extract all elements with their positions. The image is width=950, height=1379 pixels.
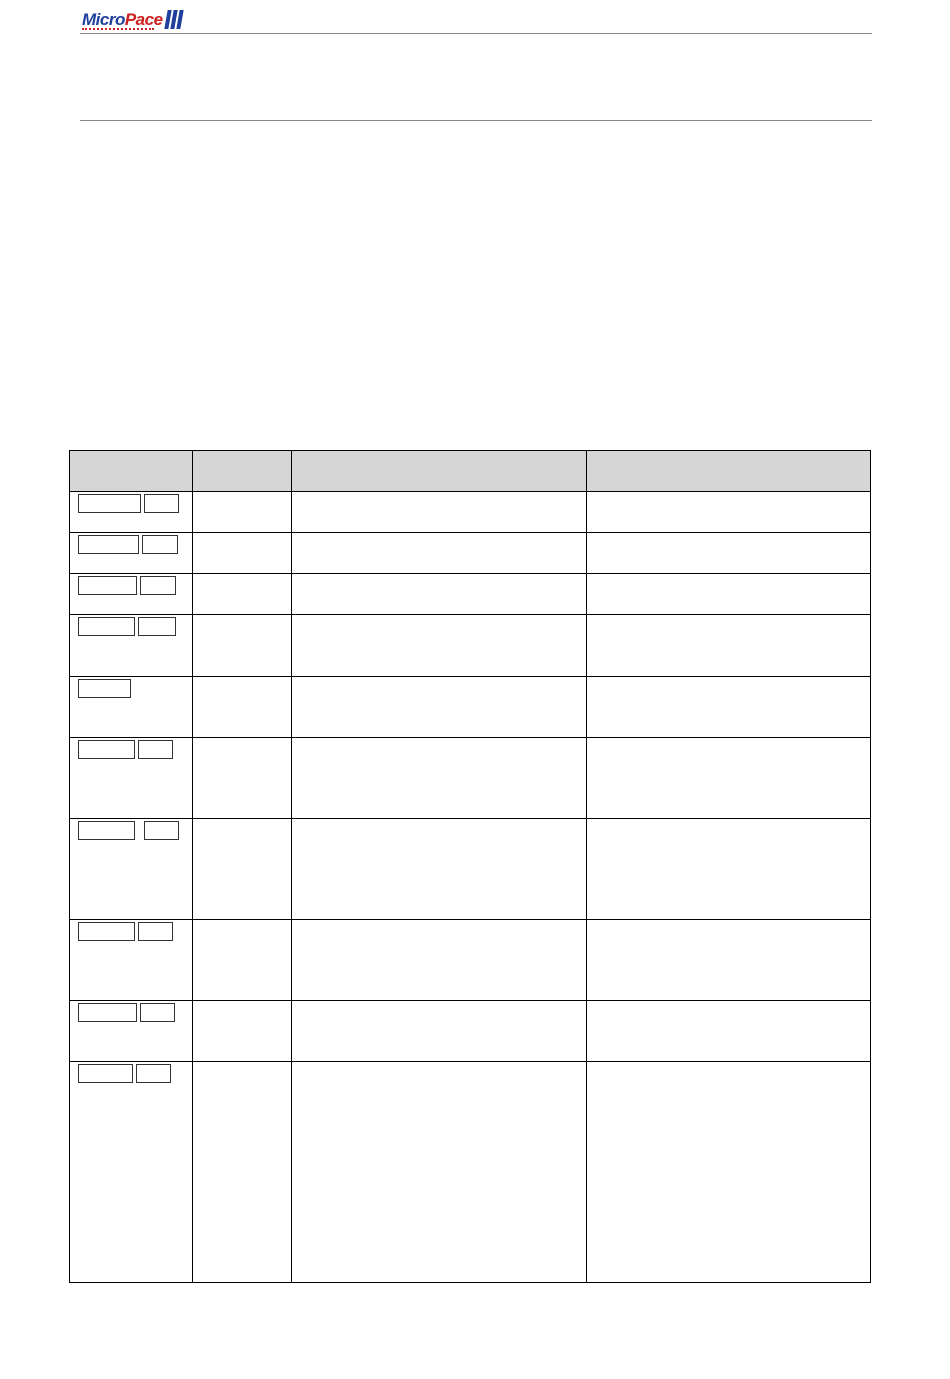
key-cap xyxy=(78,617,135,636)
key-cap xyxy=(78,535,139,554)
key-cap xyxy=(140,1003,175,1022)
table-cell xyxy=(292,920,587,1001)
key-cap xyxy=(78,1064,133,1083)
key-combo-cell xyxy=(70,738,193,819)
table-cell xyxy=(193,492,292,533)
key-combo-cell xyxy=(70,492,193,533)
key-combo-cell xyxy=(70,574,193,615)
logo-text-pace: Pace xyxy=(124,10,163,29)
header-cell xyxy=(292,451,587,492)
table-row xyxy=(70,738,871,819)
table-row xyxy=(70,574,871,615)
table-cell xyxy=(292,533,587,574)
key-cap xyxy=(78,679,131,698)
header-rule xyxy=(80,33,872,34)
table-row xyxy=(70,533,871,574)
triple-bar-icon xyxy=(166,10,182,29)
table-cell xyxy=(292,738,587,819)
key-cap xyxy=(140,576,176,595)
key-cap xyxy=(78,576,137,595)
key-combo-cell xyxy=(70,677,193,738)
table-cell xyxy=(193,533,292,574)
table-row xyxy=(70,920,871,1001)
table-cell xyxy=(587,738,871,819)
header-cell xyxy=(193,451,292,492)
table-cell xyxy=(193,574,292,615)
key-function-table xyxy=(69,450,871,1283)
table-cell xyxy=(193,615,292,677)
key-combo-cell xyxy=(70,615,193,677)
key-cap xyxy=(78,494,141,513)
key-cap xyxy=(138,617,176,636)
key-cap xyxy=(138,922,173,941)
section-rule xyxy=(80,120,872,121)
table-cell xyxy=(292,615,587,677)
micropace-logo xyxy=(82,6,182,30)
key-cap xyxy=(78,922,135,941)
table-cell xyxy=(587,819,871,920)
key-combo-cell xyxy=(70,1062,193,1283)
table-cell xyxy=(587,1062,871,1283)
table-row xyxy=(70,677,871,738)
table-row xyxy=(70,1062,871,1283)
key-cap xyxy=(78,1003,137,1022)
table-cell xyxy=(587,492,871,533)
table-cell xyxy=(587,615,871,677)
table-header-row xyxy=(70,451,871,492)
table-cell xyxy=(193,920,292,1001)
header-cell xyxy=(587,451,871,492)
table-cell xyxy=(292,1062,587,1283)
table-cell xyxy=(193,1001,292,1062)
key-cap xyxy=(144,494,179,513)
table-cell xyxy=(587,677,871,738)
key-cap xyxy=(138,740,173,759)
table-cell xyxy=(193,738,292,819)
key-combo-cell xyxy=(70,533,193,574)
key-combo-cell xyxy=(70,819,193,920)
table-row xyxy=(70,492,871,533)
key-combo-cell xyxy=(70,920,193,1001)
table-cell xyxy=(292,492,587,533)
table-cell xyxy=(587,533,871,574)
table-row xyxy=(70,819,871,920)
table-cell xyxy=(587,1001,871,1062)
key-cap xyxy=(142,535,178,554)
table-cell xyxy=(193,1062,292,1283)
table-cell xyxy=(292,1001,587,1062)
table-cell xyxy=(587,920,871,1001)
logo-dotted-underline xyxy=(82,26,154,30)
table-row xyxy=(70,615,871,677)
table-cell xyxy=(193,677,292,738)
key-cap xyxy=(144,821,179,840)
logo-text-micro: Micro xyxy=(82,10,125,29)
key-cap xyxy=(78,821,135,840)
table-cell xyxy=(292,574,587,615)
header-cell xyxy=(70,451,193,492)
key-cap xyxy=(78,740,135,759)
key-combo-cell xyxy=(70,1001,193,1062)
table-row xyxy=(70,1001,871,1062)
table-cell xyxy=(193,819,292,920)
table-cell xyxy=(292,677,587,738)
table-cell xyxy=(587,574,871,615)
table-cell xyxy=(292,819,587,920)
key-cap xyxy=(136,1064,171,1083)
